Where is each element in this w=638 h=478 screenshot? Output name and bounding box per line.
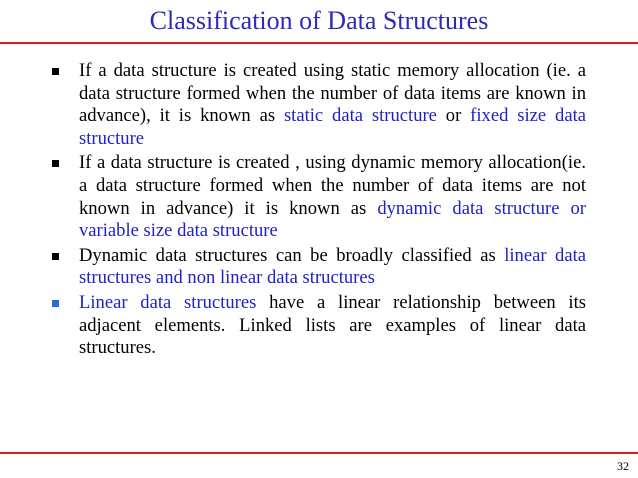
- bullet-text: Dynamic data structures can be broadly classified as: [79, 244, 505, 266]
- page-number: 32: [617, 459, 629, 473]
- bullet-text: have a linear relationship between its adjacent elements. Linked lists are examples of linear data structures.: [79, 291, 586, 359]
- square-bullet-icon: [52, 253, 59, 260]
- bullet-classification: [52, 245, 586, 290]
- term-dynamic-data-structure: dynamic data structure or variable size data structure: [79, 197, 586, 242]
- bullet-dynamic-structure: [52, 152, 586, 242]
- term-linear-and-non-linear: linear data structures and non linear data structures: [79, 244, 586, 289]
- term-linear-data-structures: Linear data structures: [79, 291, 257, 313]
- bullet-linear-structures: [52, 292, 586, 360]
- square-bullet-icon: [52, 68, 59, 75]
- bullet-text: If a data structure is created , using dynamic memory allocation(ie. a data structure formed when the number of data items are not known in advance) it is known as: [79, 152, 586, 219]
- bullet-text: If a data structure is created using static memory allocation (ie. a data structure formed when the number of data items are known in advance), it is known as: [79, 60, 586, 127]
- title-divider: [0, 42, 638, 44]
- bullet-static-structure: [52, 60, 586, 150]
- slide-title: Classification of Data Structures: [149, 6, 489, 35]
- term-fixed-size-data-structure: fixed size data structure: [79, 105, 586, 149]
- bullet-text: or: [436, 105, 471, 127]
- square-bullet-icon: [52, 160, 59, 167]
- bullet-list: [52, 60, 586, 362]
- footer-divider: [0, 452, 638, 454]
- term-static-data-structure: static data structure: [283, 105, 437, 127]
- square-bullet-icon: [52, 300, 59, 307]
